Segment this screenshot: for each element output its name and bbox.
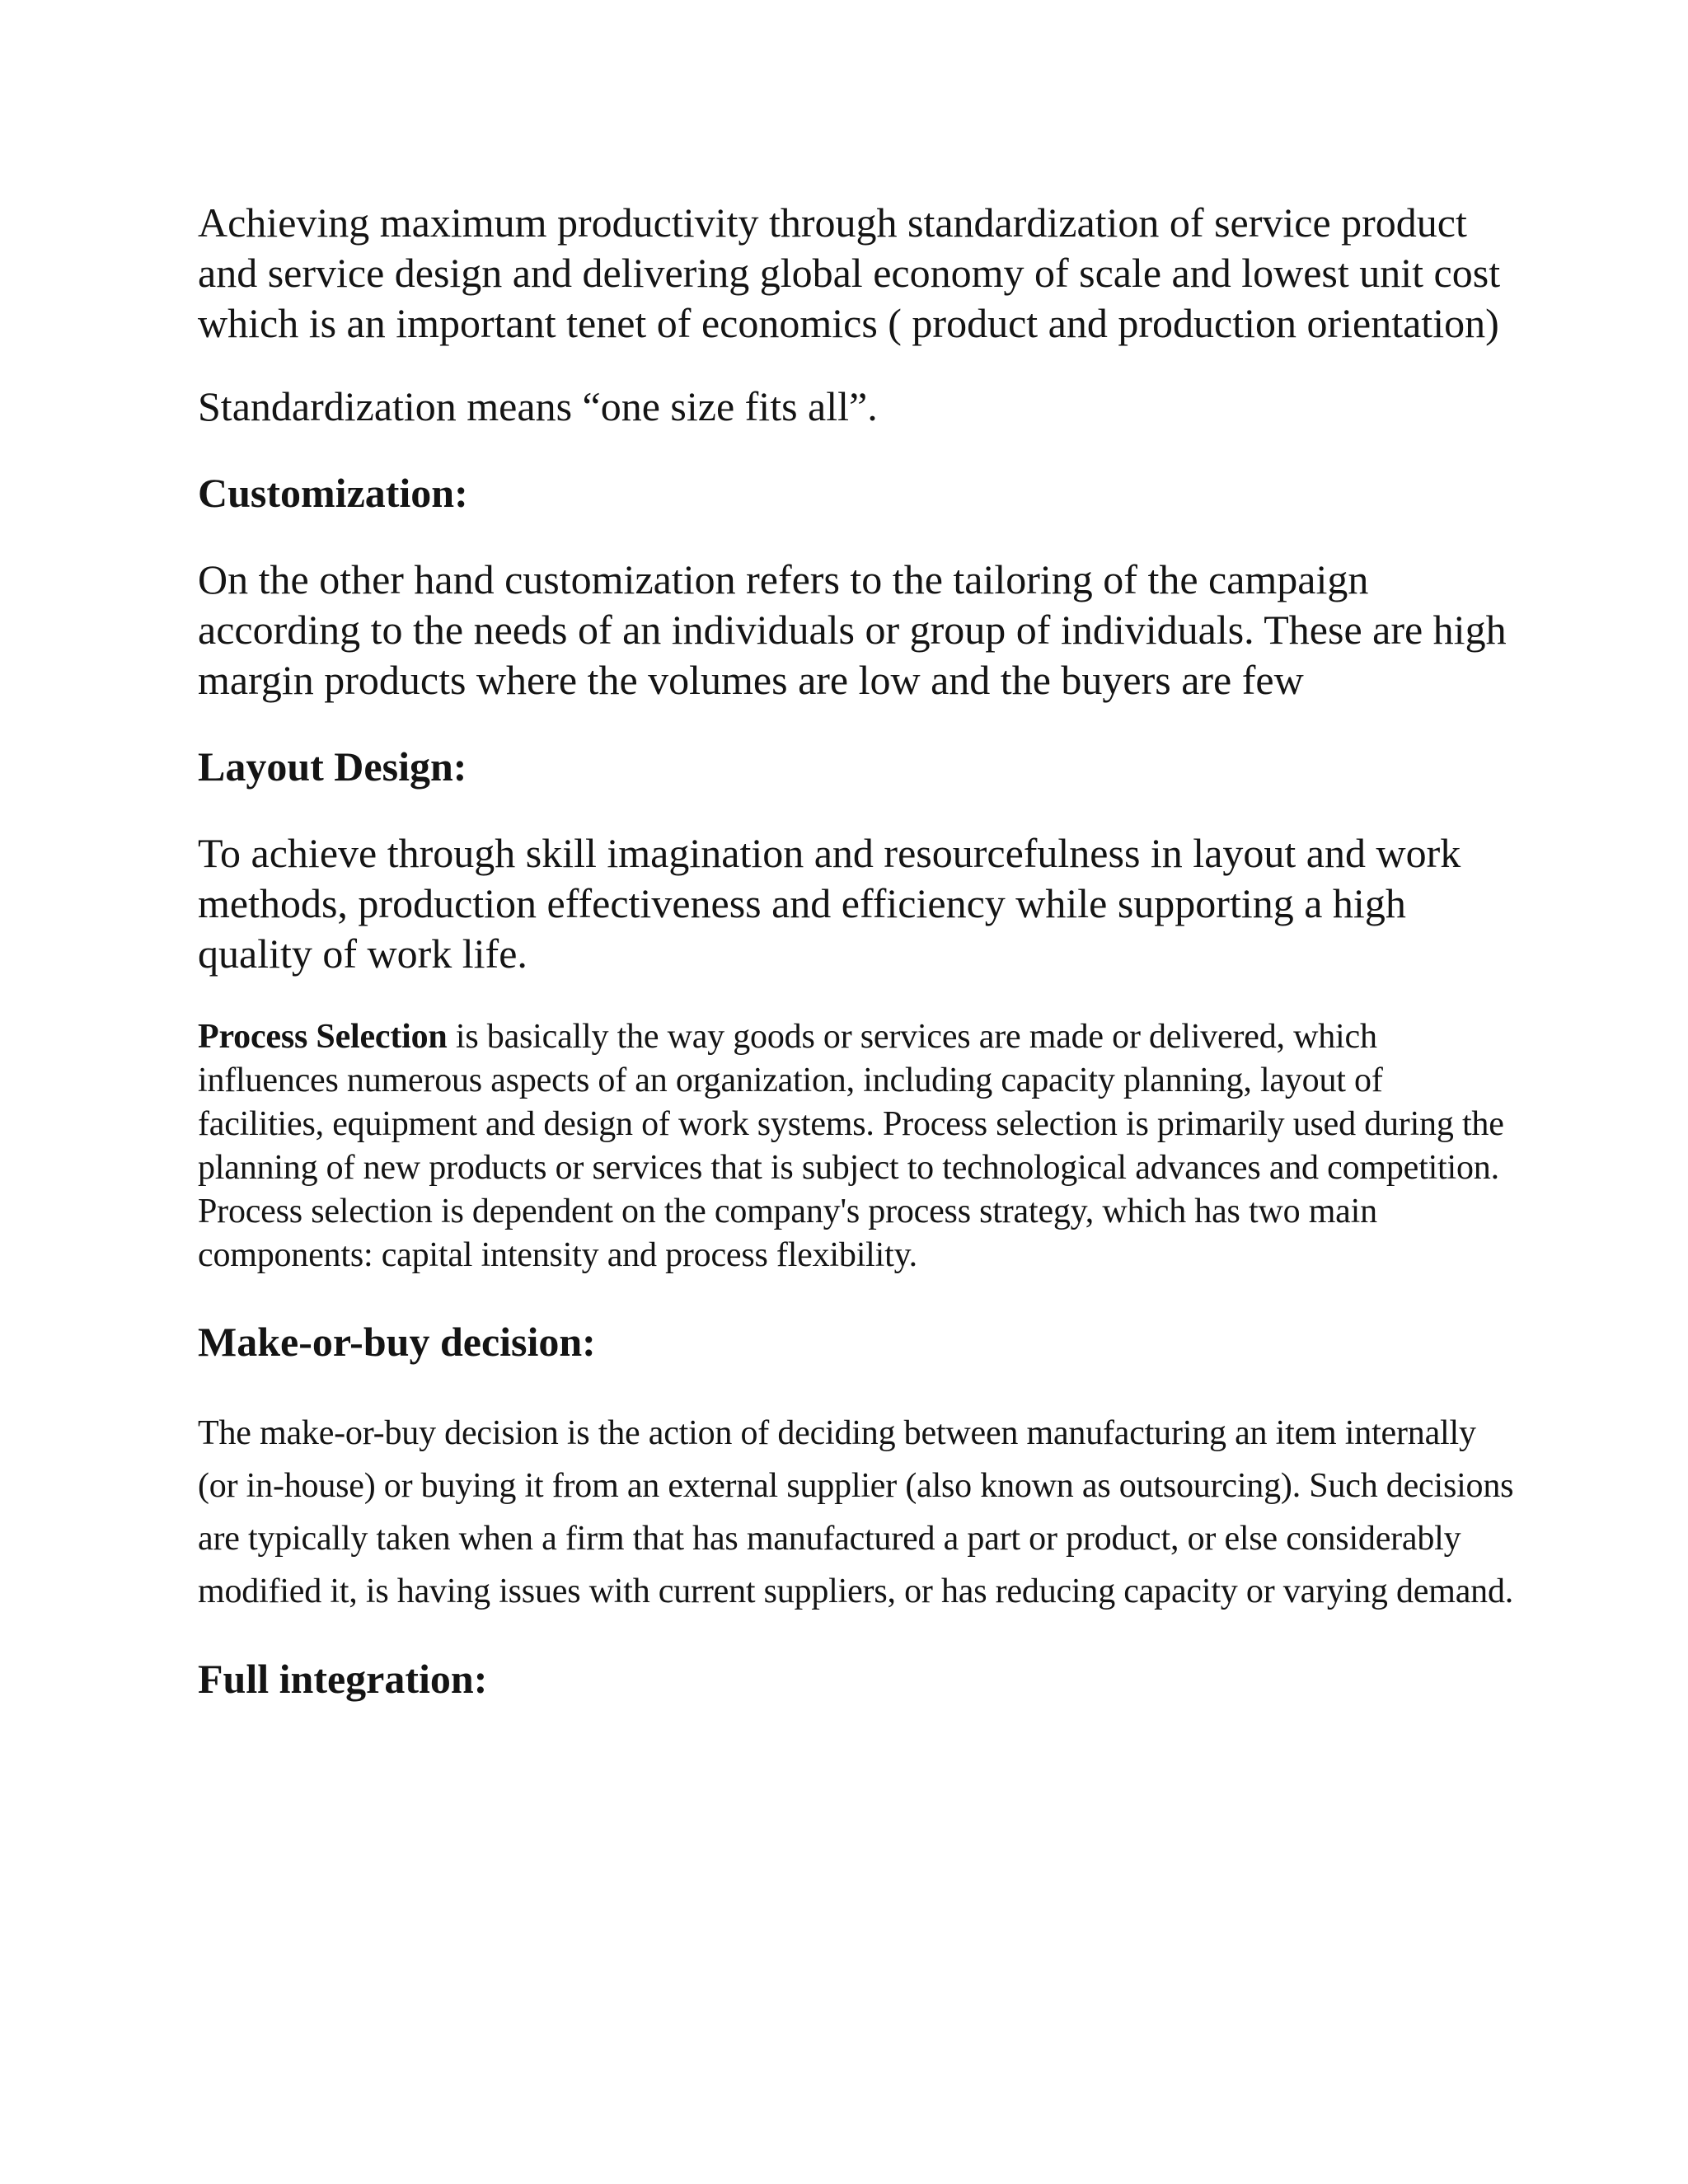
process-selection-paragraph — [198, 1015, 1517, 1277]
document-page — [198, 198, 1517, 1704]
customization-paragraph: On the other hand customization refers to the tailoring of the campaign according to the needs of an individuals or group of individuals. These are high margin products where the volumes are low and the buyers are few — [198, 556, 1507, 703]
make-or-buy-paragraph: The make-or-buy decision is the action of deciding between manufacturing an item internally (or in-house) or buying it from an external supplier (also known as outsourcing). Such decisions are typically taken when a firm that has manufactured a part or product, or else considerably modified it, is having issues with current suppliers, or has reducing capacity or varying demand. — [198, 1414, 1514, 1610]
intro-paragraph: Achieving maximum productivity through standardization of service product and service design and delivering global economy of scale and lowest unit cost which is an important tenet of economics ( product and production orientation) — [198, 199, 1501, 346]
process-selection-term: Process Selection — [198, 1018, 448, 1056]
make-or-buy-heading: Make-or-buy decision: — [198, 1319, 596, 1365]
customization-heading: Customization: — [198, 470, 468, 516]
process-selection-body: is basically the way goods or services are made or delivered, which influences numerous aspects of an organization, including capacity planning, layout of facilities, equipment and design of work systems. Process selection is primarily used during the planning of new products or services that is subject to technological advances and competition. Process selection is dependent on the company's process strategy, which has two main components: capital intensity and process flexibility. — [198, 1018, 1504, 1274]
layout-design-heading: Layout Design: — [198, 743, 467, 790]
standardization-paragraph: Standardization means “one size fits all”. — [198, 383, 878, 429]
layout-design-paragraph: To achieve through skill imagination and resourcefulness in layout and work methods, production effectiveness and efficiency while supporting a high quality of work life. — [198, 830, 1461, 977]
full-integration-heading: Full integration: — [198, 1656, 488, 1702]
